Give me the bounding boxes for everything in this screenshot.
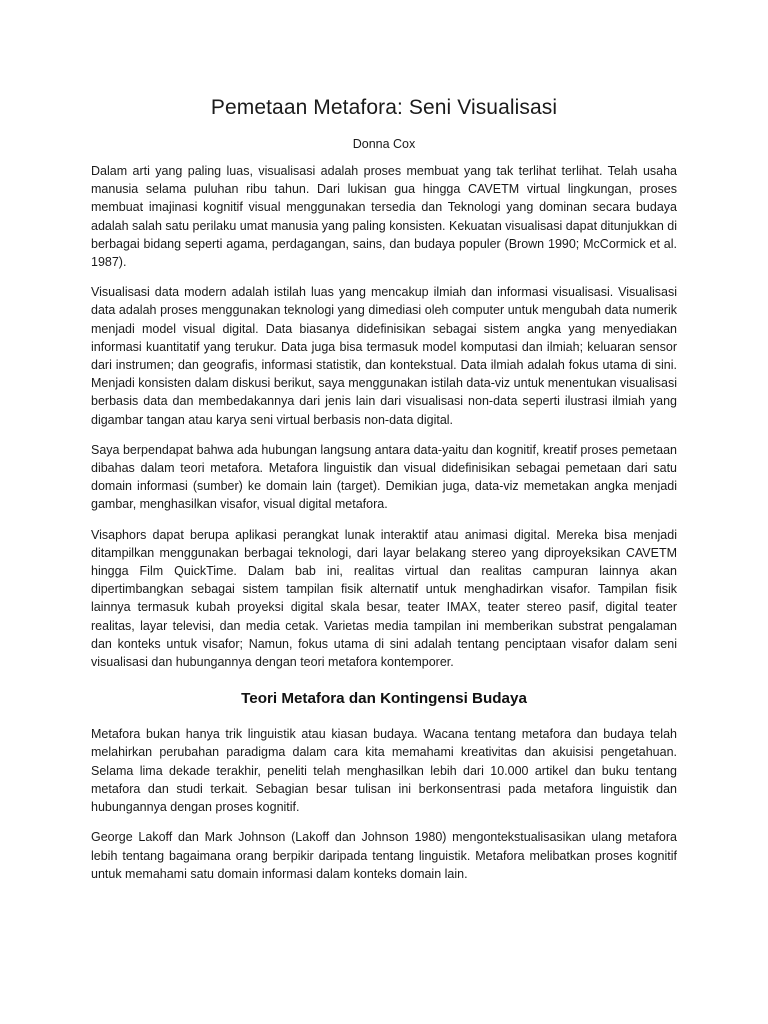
document-title: Pemetaan Metafora: Seni Visualisasi [210, 96, 558, 119]
paragraph-intro-1: Dalam arti yang paling luas, visualisasi adalah proses membuat yang tak terlihat terlihat. Telah usaha manusia selama puluhan ribu tahun. Dari lukisan gua hingga CAVETM virtual lingkungan, proses membuat imajinasi kognitif visual menggunakan tersedia dan Teknologi yang dominan secara budaya adalah salah satu perilaku umat manusia yang paling konsisten. Kekuatan visualisasi dapat ditunjukkan di berbagai bidang seperti agama, perdagangan, sains, dan budaya populer (Brown 1990; McCormick et al. 1987). [91, 164, 677, 270]
paragraph-intro-3: Saya berpendapat bahwa ada hubungan langsung antara data-yaitu dan kognitif, kreatif proses pemetaan dibahas dalam teori metafora. Metafora linguistik dan visual didefinisikan sebagai pemetaan dari satu domain informasi (sumber) ke domain lain (target). Demikian juga, data-viz memetakan angka menjadi gambar, menghasilkan visafor, visual digital metafora. [91, 442, 677, 512]
paragraph-section-2: George Lakoff dan Mark Johnson (Lakoff dan Johnson 1980) mengontekstualisasikan ulang metafora lebih tentang bagaimana orang berpikir daripada tentang linguistik. Metafora melibatkan proses kognitif untuk memahami satu domain informasi dalam konteks domain lain. [91, 830, 677, 881]
paragraph-intro-4: Visaphors dapat berupa aplikasi perangkat lunak interaktif atau animasi digital. Mereka bisa menjadi ditampilkan menggunakan berbagai teknologi, dari layar belakang stereo yang diproyeksikan CAVETM hingga Film QuickTime. Dalam bab ini, realitas virtual dan realitas campuran lainnya akan dipertimbangkan sebagai sistem tampilan fisik alternatif untuk menghadirkan visafor. Tampilan fisik lainnya termasuk kubah proyeksi digital skala besar, teater IMAX, teater stereo pasif, digital teater realitas, layar televisi, dan media cetak. Varietas media tampilan ini memberikan substrat pengalaman dan konteks untuk visafor; Namun, fokus utama di sini adalah tentang penciptaan visafor dalam seni visualisasi dan hubungannya dengan teori metafora kontemporer. [91, 527, 677, 670]
paragraph-section-1: Metafora bukan hanya trik linguistik atau kiasan budaya. Wacana tentang metafora dan budaya telah melahirkan perubahan paradigma dalam cara kita memahami kreativitas dan akuisisi pengetahuan. Selama lima dekade terakhir, peneliti telah menghasilkan lebih dari 10.000 artikel dan buku tentang metafora dan studi terkait. Sebagian besar tulisan ini berkonsentrasi pada metafora linguistik dan hubungannya dengan proses kognitif. [91, 727, 677, 815]
paragraph-intro-2: Visualisasi data modern adalah istilah luas yang mencakup ilmiah dan informasi visualisasi. Visualisasi data adalah proses menggunakan teknologi yang dimediasi oleh computer untuk mengubah data numerik menjadi model visual digital. Data biasanya didefinisikan sebagai sistem angka yang menyediakan informasi kuantitatif yang terukur. Data juga bisa termasuk model komputasi dan ilmiah; keluaran sensor dari instrumen; dan geografis, informasi statistik, dan kontekstual. Data ilmiah adalah fokus utama di sini. Menjadi konsisten dalam diskusi berikut, saya menggunakan istilah data-viz untuk menentukan visualisasi berbasis data dan membedakannya dari jenis lain dari visualisasi non-data seperti ilustrasi ilmiah yang digambar tangan atau karya seni virtual berbasis non-data digital. [91, 285, 677, 427]
section-heading: Teori Metafora dan Kontingensi Budaya [241, 690, 527, 708]
document-body [91, 162, 677, 883]
document-author: Donna Cox [352, 137, 416, 151]
